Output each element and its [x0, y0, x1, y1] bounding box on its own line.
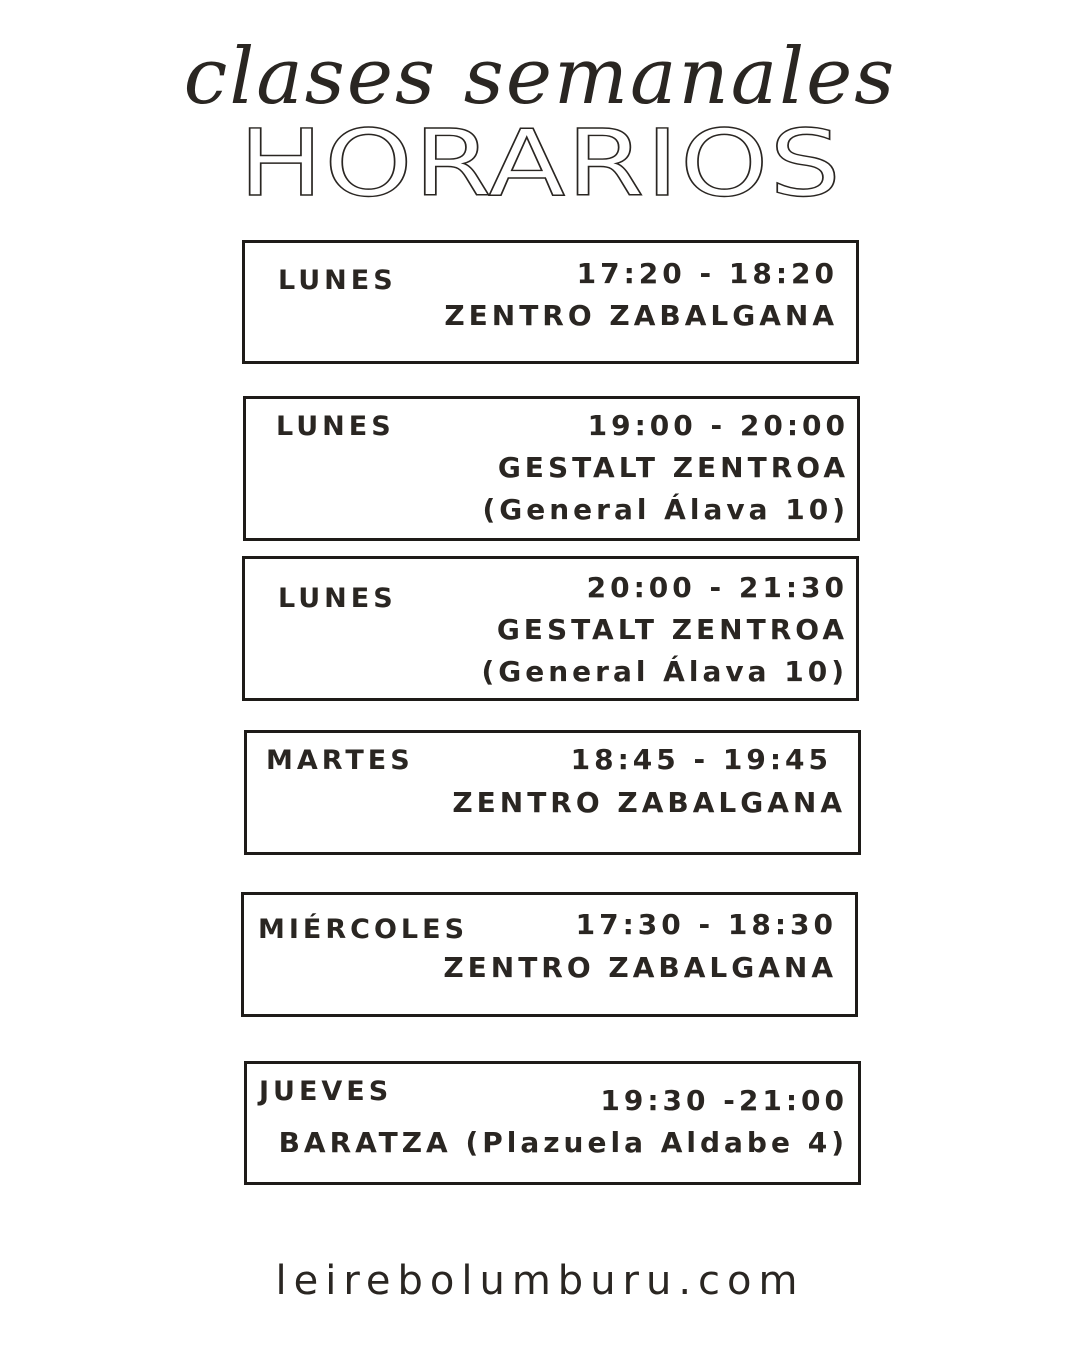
page-title [0, 110, 1080, 217]
schedule-card-lunes-1 [242, 240, 859, 364]
schedule-card-lunes-2 [243, 396, 860, 541]
schedule-card-miercoles [241, 892, 858, 1017]
day-label: LUNES [278, 265, 397, 296]
day-label: MIÉRCOLES [258, 914, 469, 945]
website-url: leirebolumburu.com [275, 1258, 805, 1304]
day-label: LUNES [278, 583, 397, 614]
location-name: ZENTRO ZABALGANA [452, 786, 846, 819]
day-label: LUNES [276, 411, 395, 442]
script-title: clases semanales [183, 32, 897, 122]
location-name: GESTALT ZENTROA [496, 613, 848, 646]
location-address: (General Álava 10) [481, 655, 848, 688]
day-label: JUEVES [259, 1076, 393, 1107]
location-address: (General Álava 10) [482, 493, 849, 526]
time-range: 18:45 - 19:45 [570, 743, 832, 776]
location-name: BARATZA (Plazuela Aldabe 4) [278, 1126, 848, 1159]
day-label: MARTES [266, 745, 414, 776]
schedule-card-lunes-3 [242, 556, 859, 701]
location-name: ZENTRO ZABALGANA [444, 299, 838, 332]
time-range: 19:00 - 20:00 [587, 409, 849, 442]
schedule-card-jueves [244, 1061, 861, 1185]
time-range: 17:20 - 18:20 [576, 257, 838, 290]
page-title-text: HORARIOS [238, 110, 842, 217]
location-name: ZENTRO ZABALGANA [443, 951, 837, 984]
schedule-card-martes [244, 730, 861, 855]
time-range: 17:30 - 18:30 [575, 908, 837, 941]
location-name: GESTALT ZENTROA [497, 451, 849, 484]
time-range: 20:00 - 21:30 [586, 571, 848, 604]
time-range: 19:30 -21:00 [600, 1084, 848, 1117]
